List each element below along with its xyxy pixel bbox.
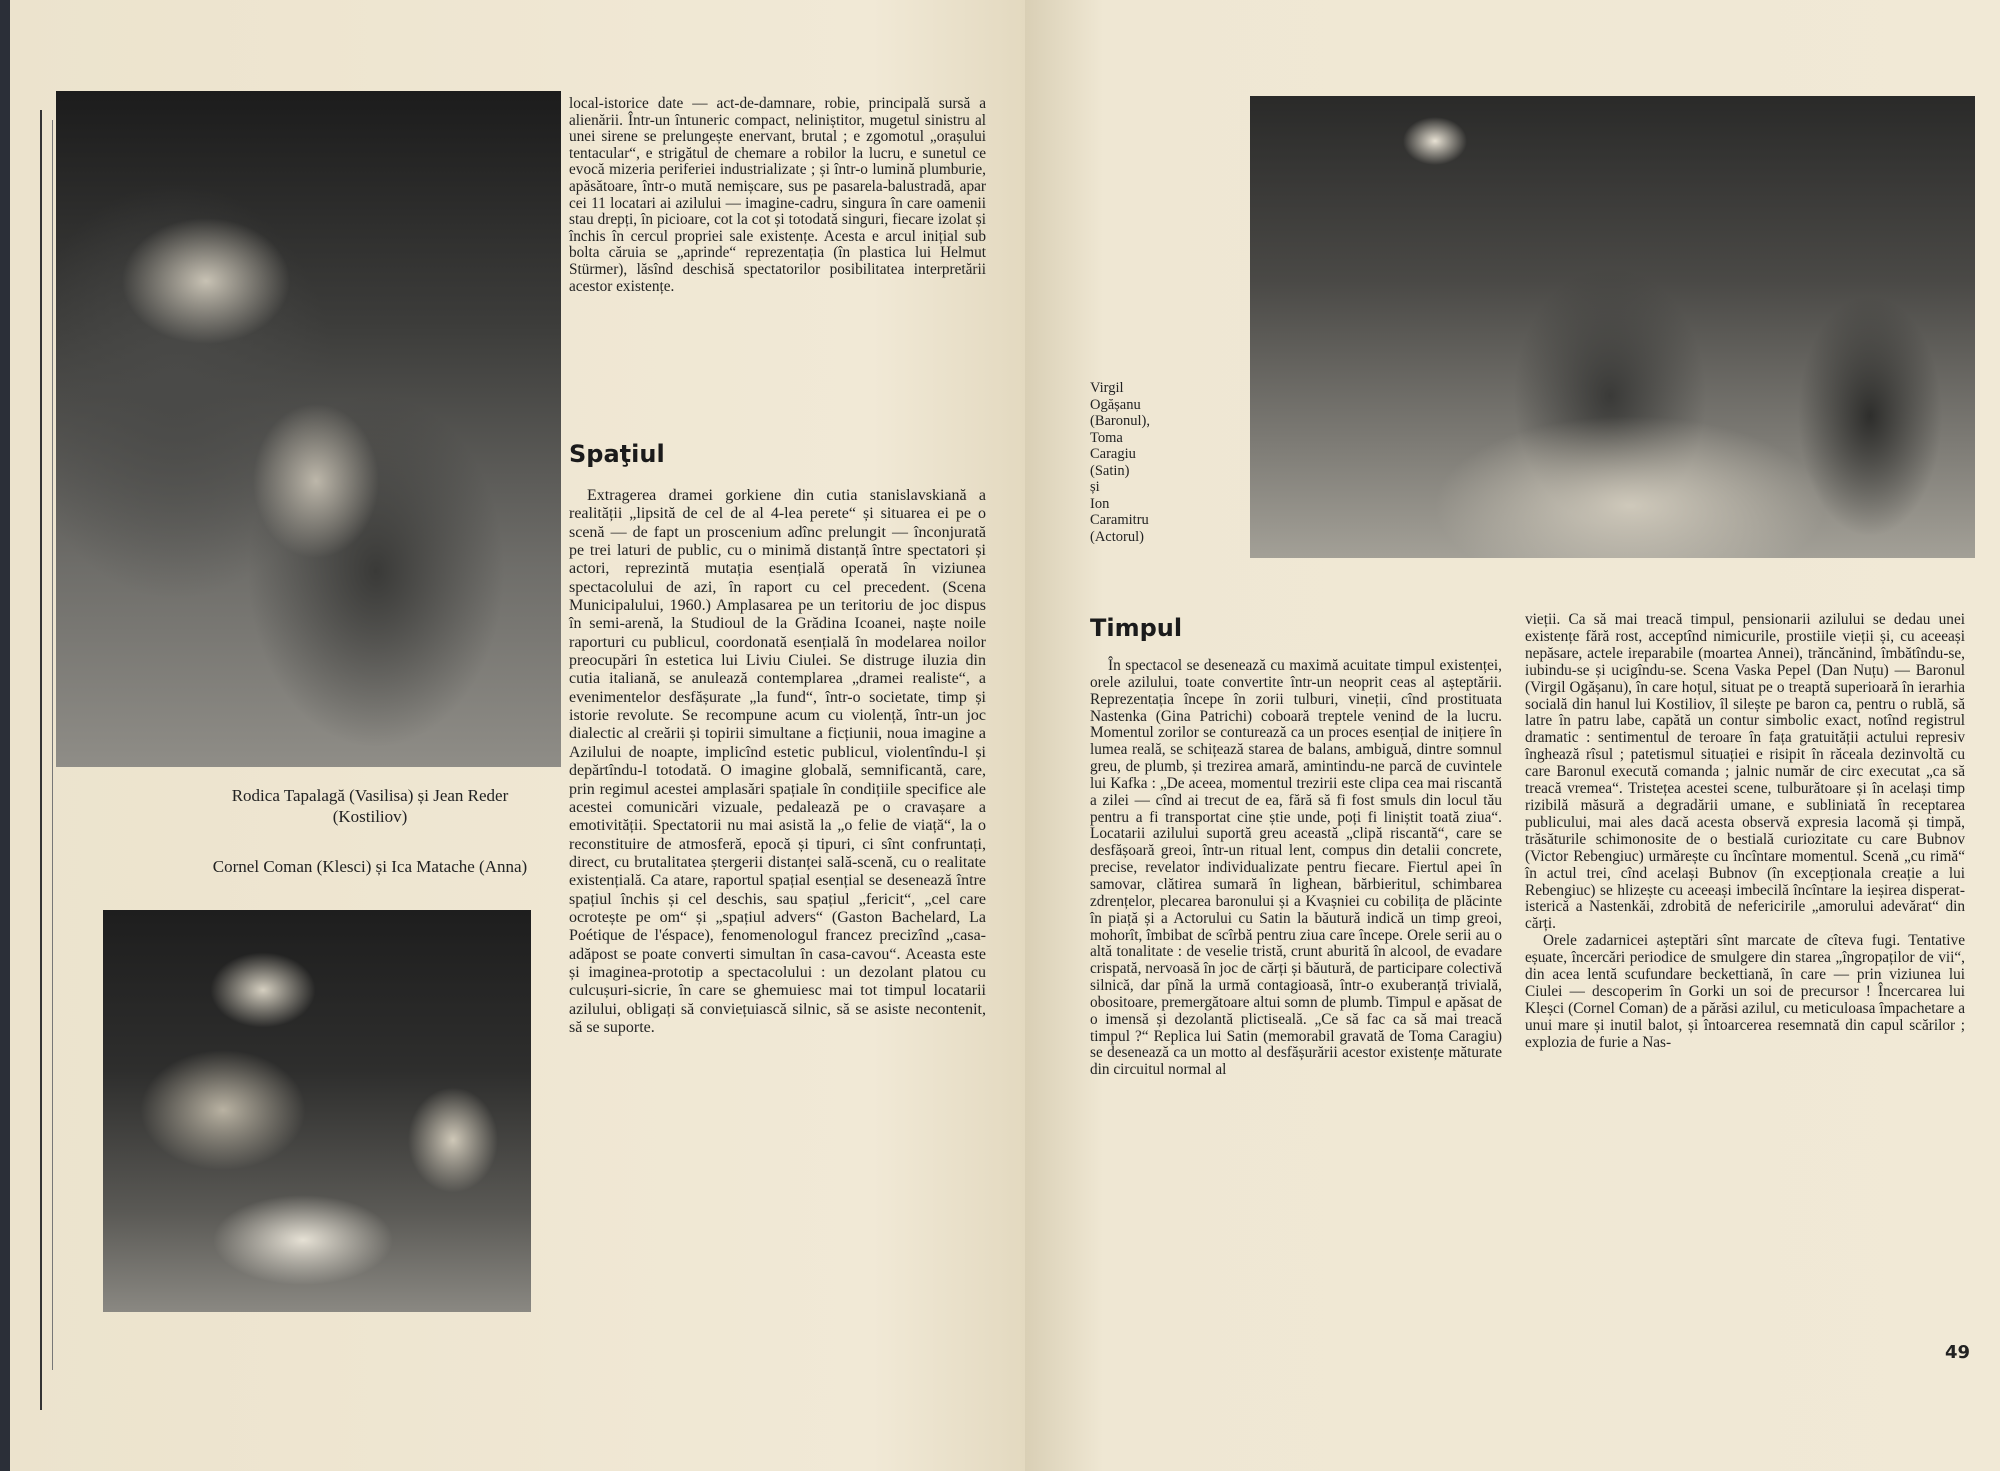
caption-photo-3-line: și <box>1090 479 1100 495</box>
caption-photo-3-line: Ogășanu <box>1090 396 1141 413</box>
caption-photo-3-line: Toma <box>1090 429 1123 446</box>
spatiul-paragraph: Extragerea dramei gorkiene din cutia stanislavskiană a realității „lipsită de cel de al 4-lea perete“ și situarea ei pe o scenă — de fapt un proscenium adînc prelungit — înconjurată pe trei laturi de public, cu o minimă distanță între spectatori și actori, reprezintă mutația esențială operată în viziunea spectacolului de azi, în raport cu cel precedent. (Scena Municipalului, 1960.) Amplasarea pe un teritoriu de joc dispus în semi-arenă, la Studioul de la Grădina Icoanei, naște noile raporturi cu publicul, coordonată esențială în modelarea noilor preocupări în estetica lui Liviu Ciulei. Se distruge iluzia din cutia italiană, se anulează contemplarea „dramei realiste“, a evenimentelor desfășurate „la fund“, într-o societate, timp și istorie revolute. Se recompune acum cu violență, într-un joc dialectic al creării și topirii simultane a ficțiunii, noua imagine a Azilului de noapte, implicînd estetic publicul, violentîndu-l și depărtîndu-l totodată. O imagine globală, semnificantă, care, prin regimul acestei amplasări spațiale în condițiile specifice ale acestei comunicări vizuale, pedalează pe o cravașare a emotivității. Spectatorii nu mai asistă la „o felie de viață“, la o reconstituire de atmosferă, epocă și tipuri, ci sînt confruntați, direct, cu brutalitatea ștergerii distanței sală-scenă, cu o realitate existențială. Ca atare, raportul spațial esențial se desenează între spațiul închis și cel deschis, sau spațiul „fericit“, „cel care ocrotește pe om“ și „spațiul advers“ (Gaston Bachelard, La Poétique de l'éspace), fenomenologul francez precizînd „casa-adăpost se poate converti simultan în casa-cavou“. Aceasta este și imaginea-prototip a spectacolului : un dezolant platou cu culcușuri-sicrie, în care se ghemuiesc mai tot timpul locatarii azilului, obligați să conviețuiască silnic, să se asiste necontenit, să se suporte. <box>569 487 986 1036</box>
right-page <box>1025 0 2000 1471</box>
page-edge-line <box>40 110 42 1410</box>
caption-photo-3-line: Virgil <box>1090 380 1124 396</box>
caption-photo-1: Rodica Tapalagă (Vasilisa) și Jean Reder (Kostiliov) <box>231 786 509 826</box>
heading-spatiul: Spaţiul <box>569 440 665 468</box>
caption-photo-2: Cornel Coman (Klesci) și Ica Matache (Anna) <box>212 857 528 876</box>
photo-tapalaga-reder <box>56 91 561 767</box>
caption-photo-3-line: Caramitru <box>1090 512 1149 528</box>
page-edge-line <box>52 120 53 1370</box>
caption-photo-3-line: (Satin) <box>1090 462 1130 479</box>
column-3 <box>1525 612 1965 1052</box>
column-3-paragraph-1: vieții. Ca să mai treacă timpul, pensionarii azilului se dedau unei existențe fără rost, acceptînd nimicurile, prostiile vieții și, cu aceeași nepăsare, actele ireparabile (moartea Annei), trăncănind, îmbătîndu-se, iubindu-se și ucigîndu-se. Scena Vaska Pepel (Dan Nuțu) — Baronul (Virgil Ogășanu), în care hoțul, situat pe o treaptă superioară în ierarhia socială din hanul lui Kostiliov, îl silește pe baron ca, pentru o rublă, să latre în patru labe, capătă un contur simbolic exact, notînd registrul dramatic : sentimentul de teroare în fața gratuității actului represiv înghează rîsul ; patetismul situației e risipit în răceala dezinvoltă cu care Baronul execută comanda ; jalnic număr de circ executat „ca să treacă vremea“. Tristețea acestei scene, tulburătoare și în același timp rizibilă măsură a degradării umane, e subliniată în receptarea publicului, mai ales dacă acesta observă expresia lacomă și timpă, trăsăturile schimonosite de o bestială curiozitate cu care Bubnov (Victor Rebengiuc) urmărește cu încîntare momentul. Scenă „cu rimă“ în actul trei, cînd același Bubnov (în excepționala creație a lui Rebengiuc) se hlizește cu aceeași imbecilă încîntare la ieșirea disperat-isterică a Nastenkăi, zdrobită de nefericirile „amorului adevărat“ din cărți. <box>1525 611 1965 933</box>
column-1-body <box>569 487 986 1037</box>
caption-photo-3-line: Caragiu <box>1090 446 1136 462</box>
photo-ogasanu-caragiu-caramitru <box>1250 96 1975 558</box>
timpul-paragraph: În spectacol se desenează cu maximă acuitate timpul existenței, orele azilului, toate convertite într-un neoprit ceas al așteptării. Reprezentația începe în zorii tulburi, vinețiі, cînd prostituata Nastenka (Gina Patrichi) coboară treptele venind de la lucru. Momentul zorilor se conturează ca un proces esențial de inițiere în lumea reală, se schițează starea de balans, ambiguă, dintre somnul greu, de plumb, și trezirea amară, amintindu-ne parcă de cuvintele lui Kafka : „De aceea, momentul trezirii este clipa cea mai riscantă a zilei — cînd ai trecut de ea, fără să fi fost smuls din locul tău pentru a fi transportat cine știe unde, poți fi liniștit toată ziua“. Locatarii azilului suportă greu această „clipă riscantă“, care se desfășoară greoi, într-un ritual lent, compus din detalii concrete, precise, revelator individualizate pentru fiecare. Fiertul apei în samovar, clătirea sumară în lighean, bărbieritul, schimbarea zdrențelor, plecarea baronului și a Kvașniei cu cobilița de plăcinte în piață și a Actorului cu Satin la băutură indică un timp greoi, mohorît, îmbibat de scîrbă pentru ziua care începe. Orele seriі au o altă tonalitate : de veselie tristă, crunt aburită în alcool, de evadare crispată, nervoasă în joc de cărți și băutură, de participare colectivă silnică, dar pînă la urmă contagioasă, într-o exuberanță trivială, obositoare, premergătoare altui somn de plumb. Timpul e apăsat de o imensă și dezolantă plictiseală. „Ce să fac ca să mai treacă timpul ?“ Replica lui Satin (memorabil gravată de Toma Caragiu) se desenează ca un motto al desfășurării acestor existențe măturate din circuitul normal al <box>1090 657 1502 1079</box>
photo-coman-matache <box>103 910 531 1312</box>
column-1 <box>569 96 986 295</box>
column-2 <box>1090 658 1502 1079</box>
heading-timpul: Timpul <box>1090 614 1183 642</box>
column-1-intro: local-istorice date — act-de-damnare, robie, principală sursă a alienării. Într-un întuneric compact, neliniștitor, mugetul sinistru al unei sirene se prelungește enervant, brutal ; e zgomotul „orașului tentacular“, e strigătul de chemare a robilor la lucru, e sunetul ce evocă mizeria periferiei industrializate ; și într-o lumină plumburie, apăsătoare, într-o mută nemișcare, sus pe pasarela-balustradă, apar cei 11 locatari ai azilului — imagine-cadru, singura în care oamenii stau drepți, în picioare, cot la cot și totodată singuri, fiecare izolat și închis în cercul propriei sale existențe. Acesta e arcul inițial sub bolta căruia se „aprinde“ reprezentația (în plastica lui Helmut Stürmer), lăsînd deschisă spectatorilor posibilitatea interpretării acestor existențe. <box>569 95 986 295</box>
caption-photo-3-line: (Baronul), <box>1090 413 1150 429</box>
left-page <box>10 0 1025 1471</box>
caption-photo-3-line: Ion <box>1090 495 1110 512</box>
caption-photo-3-line: (Actorul) <box>1090 528 1144 545</box>
caption-photo-3 <box>1090 380 1250 545</box>
column-3-paragraph-2: Orele zadarnicei așteptări sînt marcate de cîteva fugi. Tentative eșuate, încercări periodice de smulgere din starea „îngropaților de vii“, din acea lentă scufundare beckettiană, în care — prin viziunea lui Ciulei — descoperim în Gorki un soi de precursor ! Încercarea lui Kleșci (Cornel Coman) de a părăsi azilul, cu meticuloasa împachetare a unui mare și inutil balot, și întoarcerea resemnată din capul scărilor ; explozia de furie a Nas- <box>1525 932 1965 1051</box>
page-number: 49 <box>1945 1342 1971 1363</box>
